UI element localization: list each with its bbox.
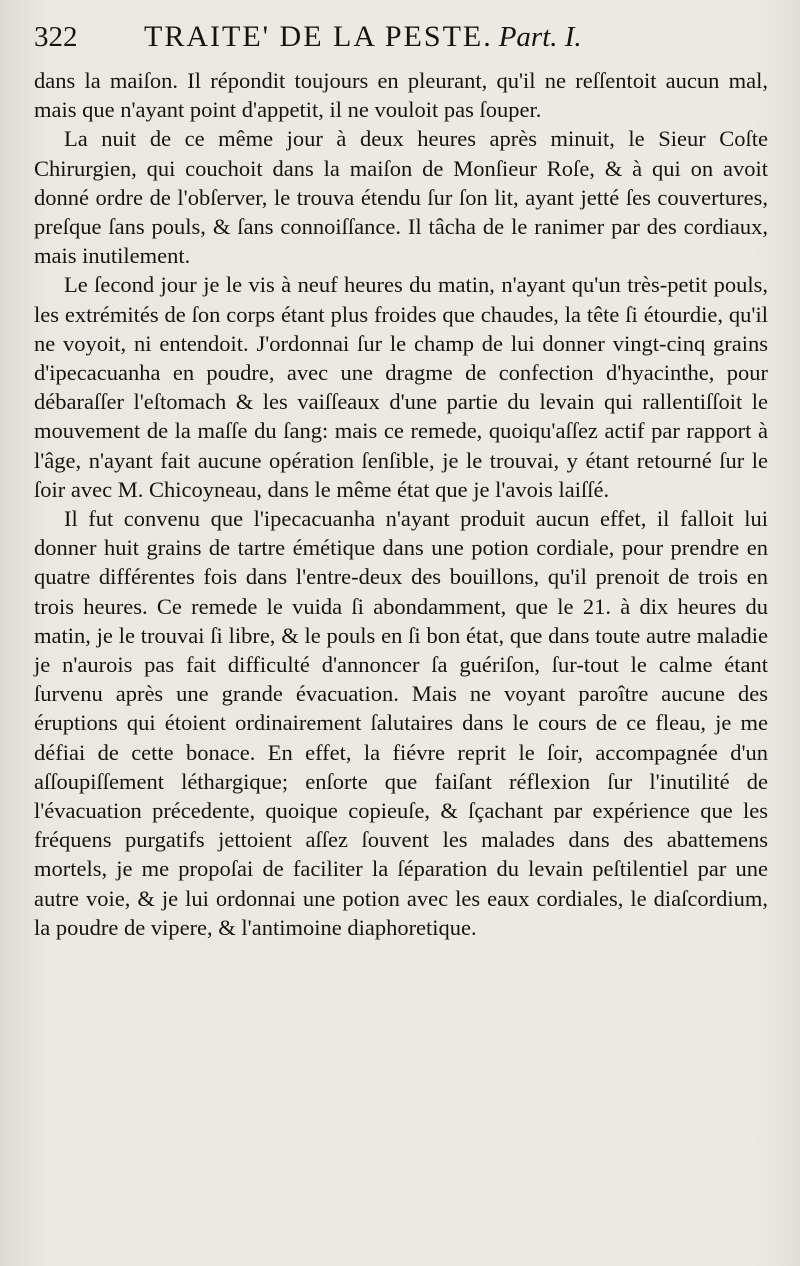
paragraph: Le ſecond jour je le vis à neuf heures du matin, n'ayant qu'un très-petit pouls, les extrémités de ſon corps étant plus froides que chaudes, la tête ſi étourdie, qu'il ne voyoit, ni entendoit. J'ordonnai ſur le champ de lui donner vingt-cinq grains d'ipecacuanha en poudre, avec une dragme de confection d'hyacinthe, pour débaraſſer l'eſtomach & les vaiſſeaux d'une partie du levain qui rallentiſſoit le mouvement de la maſſe du ſang: mais ce remede, quoiqu'aſſez actif par rapport à l'âge, n'ayant fait aucune opération ſenſible, je le trouvai, y étant retourné ſur le ſoir avec M. Chicoyneau, dans le même état que je l'avois laiſſé. (34, 272, 768, 502)
paragraph-continuation: dans la maiſon. Il répondit toujours en pleurant, qu'il ne reſſentoit aucun mal, mais que n'ayant point d'appetit, il ne vouloit pas ſouper. (34, 68, 768, 123)
running-header (34, 20, 768, 66)
running-part: Part. I. (498, 21, 582, 53)
page-number: 322 (34, 21, 78, 53)
paragraph: Il fut convenu que l'ipecacuanha n'ayant produit aucun effet, il falloit lui donner huit grains de tartre émétique dans une potion cordiale, pour prendre en quatre différentes fois dans l'entre-deux des bouillons, qu'il prenoit de trois en trois heures. Ce remede le vuida ſi abondamment, que le 21. à dix heures du matin, je le trouvai ſi libre, & le pouls en ſi bon état, que dans toute autre maladie je n'aurois pas fait difficulté d'annoncer ſa guériſon, ſur-tout le calme étant ſurvenu après une grande évacuation. Mais ne voyant paroître aucune des éruptions qui étoient ordinairement ſalutaires dans le cours de ce fleau, je me défiai de cette bonace. En effet, la fiévre reprit le ſoir, accompagnée d'un aſſoupiſſement léthargique; enſorte que faiſant réflexion ſur l'inutilité de l'évacuation précedente, quoique copieuſe, & ſçachant par expérience que les fréquens purgatifs jettoient aſſez ſouvent les malades dans des abattemens mortels, je me propoſai de faciliter la ſéparation du levain peſtilentiel par une autre voie, & je lui ordonnai une potion avec les eaux cordiales, le diaſcordium, la poudre de vipere, & l'antimoine diaphoretique. (34, 506, 768, 940)
running-title: TRAITE' DE LA PESTE. (144, 20, 493, 53)
body-text (34, 66, 768, 942)
paragraph: La nuit de ce même jour à deux heures après minuit, le Sieur Coſte Chirurgien, qui couchoit dans la maiſon de Monſieur Roſe, & à qui on avoit donné ordre de l'obſerver, le trouva étendu ſur ſon lit, ayant jetté ſes couvertures, preſque ſans pouls, & ſans connoiſſance. Il tâcha de le ranimer par des cordiaux, mais inutilement. (34, 126, 768, 269)
